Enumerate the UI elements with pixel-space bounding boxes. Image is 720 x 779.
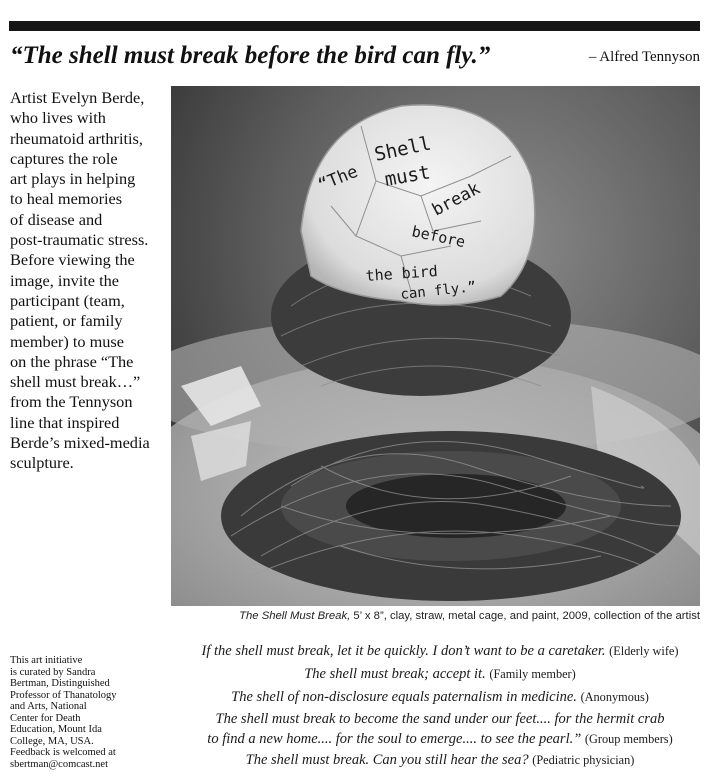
response-source: (Family member) bbox=[489, 667, 576, 681]
shell-text: break bbox=[428, 178, 484, 221]
participant-responses bbox=[165, 640, 715, 772]
headline-quote: “The shell must break before the bird can fly.” bbox=[10, 42, 491, 69]
curator-line: Feedback is welcomed at bbox=[10, 747, 116, 758]
curator-note bbox=[10, 655, 160, 770]
intro-line: sculpture. bbox=[10, 453, 74, 473]
intro-line: image, invite the bbox=[10, 270, 119, 290]
curator-line: Bertman, Distinguished bbox=[10, 678, 110, 689]
response-item bbox=[165, 686, 715, 709]
response-item bbox=[165, 729, 715, 749]
curator-line: Professor of Thanatology bbox=[10, 689, 117, 701]
intro-line: who lives with bbox=[10, 108, 106, 128]
artwork-caption bbox=[0, 610, 700, 622]
quote-attribution: – Alfred Tennyson bbox=[588, 49, 700, 65]
artwork-photo bbox=[171, 86, 700, 606]
intro-line: Berde’s mixed-media bbox=[10, 433, 150, 453]
intro-line: Before viewing the bbox=[10, 250, 135, 270]
intro-line: to heal memories bbox=[10, 189, 123, 209]
response-item bbox=[165, 663, 715, 686]
shell-text: must bbox=[383, 161, 432, 191]
intro-line: shell must break…” bbox=[10, 372, 141, 392]
response-source: (Pediatric physician) bbox=[532, 753, 635, 767]
intro-line: art plays in helping bbox=[10, 169, 136, 189]
response-quote: to find a new home.... for the soul to emerge.... to see the pearl.” bbox=[207, 731, 582, 747]
curator-line: is curated by Sandra bbox=[10, 666, 96, 678]
response-source: (Elderly wife) bbox=[609, 644, 679, 658]
response-item bbox=[165, 749, 715, 772]
intro-line: post-traumatic stress. bbox=[10, 230, 149, 250]
intro-text bbox=[10, 88, 162, 474]
response-quote: The shell must break to become the sand under our feet.... for the hermit crab bbox=[215, 711, 665, 727]
response-source: (Group members) bbox=[584, 732, 673, 746]
shell-text: the bird bbox=[365, 261, 439, 285]
response-item bbox=[165, 709, 715, 729]
intro-line: Artist Evelyn Berde, bbox=[10, 88, 145, 107]
artwork-details: 5’ x 8”, clay, straw, metal cage, and paint, 2009, collection of the artist bbox=[350, 610, 700, 622]
intro-line: from the Tennyson bbox=[10, 392, 133, 412]
intro-line: on the phrase “The bbox=[10, 351, 134, 371]
response-quote: If the shell must break, let it be quickly. I don’t want to be a caretaker. bbox=[201, 643, 606, 659]
response-quote: The shell must break; accept it. bbox=[304, 666, 486, 682]
response-quote: The shell of non-disclosure equals paternalism in medicine. bbox=[231, 689, 577, 705]
intro-line: rheumatoid arthritis, bbox=[10, 128, 143, 148]
response-source: (Anonymous) bbox=[580, 690, 649, 704]
intro-line: member) to muse bbox=[10, 331, 124, 351]
curator-line: Education, Mount Ida bbox=[10, 724, 102, 735]
artwork-title: The Shell Must Break, bbox=[239, 610, 351, 622]
curator-line: Center for Death bbox=[10, 712, 81, 724]
response-quote: The shell must break. Can you still hear the sea? bbox=[245, 752, 529, 768]
curator-line: and Arts, National bbox=[10, 701, 87, 712]
curator-line: College, MA, USA. bbox=[10, 735, 94, 747]
intro-line: captures the role bbox=[10, 148, 118, 168]
response-item bbox=[165, 640, 715, 663]
shell-text: “The bbox=[315, 161, 361, 196]
intro-line: line that inspired bbox=[10, 412, 120, 432]
curator-email: sbertman@comcast.net bbox=[10, 758, 109, 770]
intro-line: patient, or family bbox=[10, 311, 123, 331]
intro-line: of disease and bbox=[10, 209, 103, 229]
curator-line: This art initiative bbox=[10, 655, 83, 666]
shell-text: can fly.” bbox=[399, 279, 477, 303]
shell-text: before bbox=[410, 222, 467, 252]
shell-text: Shell bbox=[372, 132, 433, 166]
top-rule bbox=[9, 21, 700, 31]
intro-line: participant (team, bbox=[10, 290, 125, 310]
